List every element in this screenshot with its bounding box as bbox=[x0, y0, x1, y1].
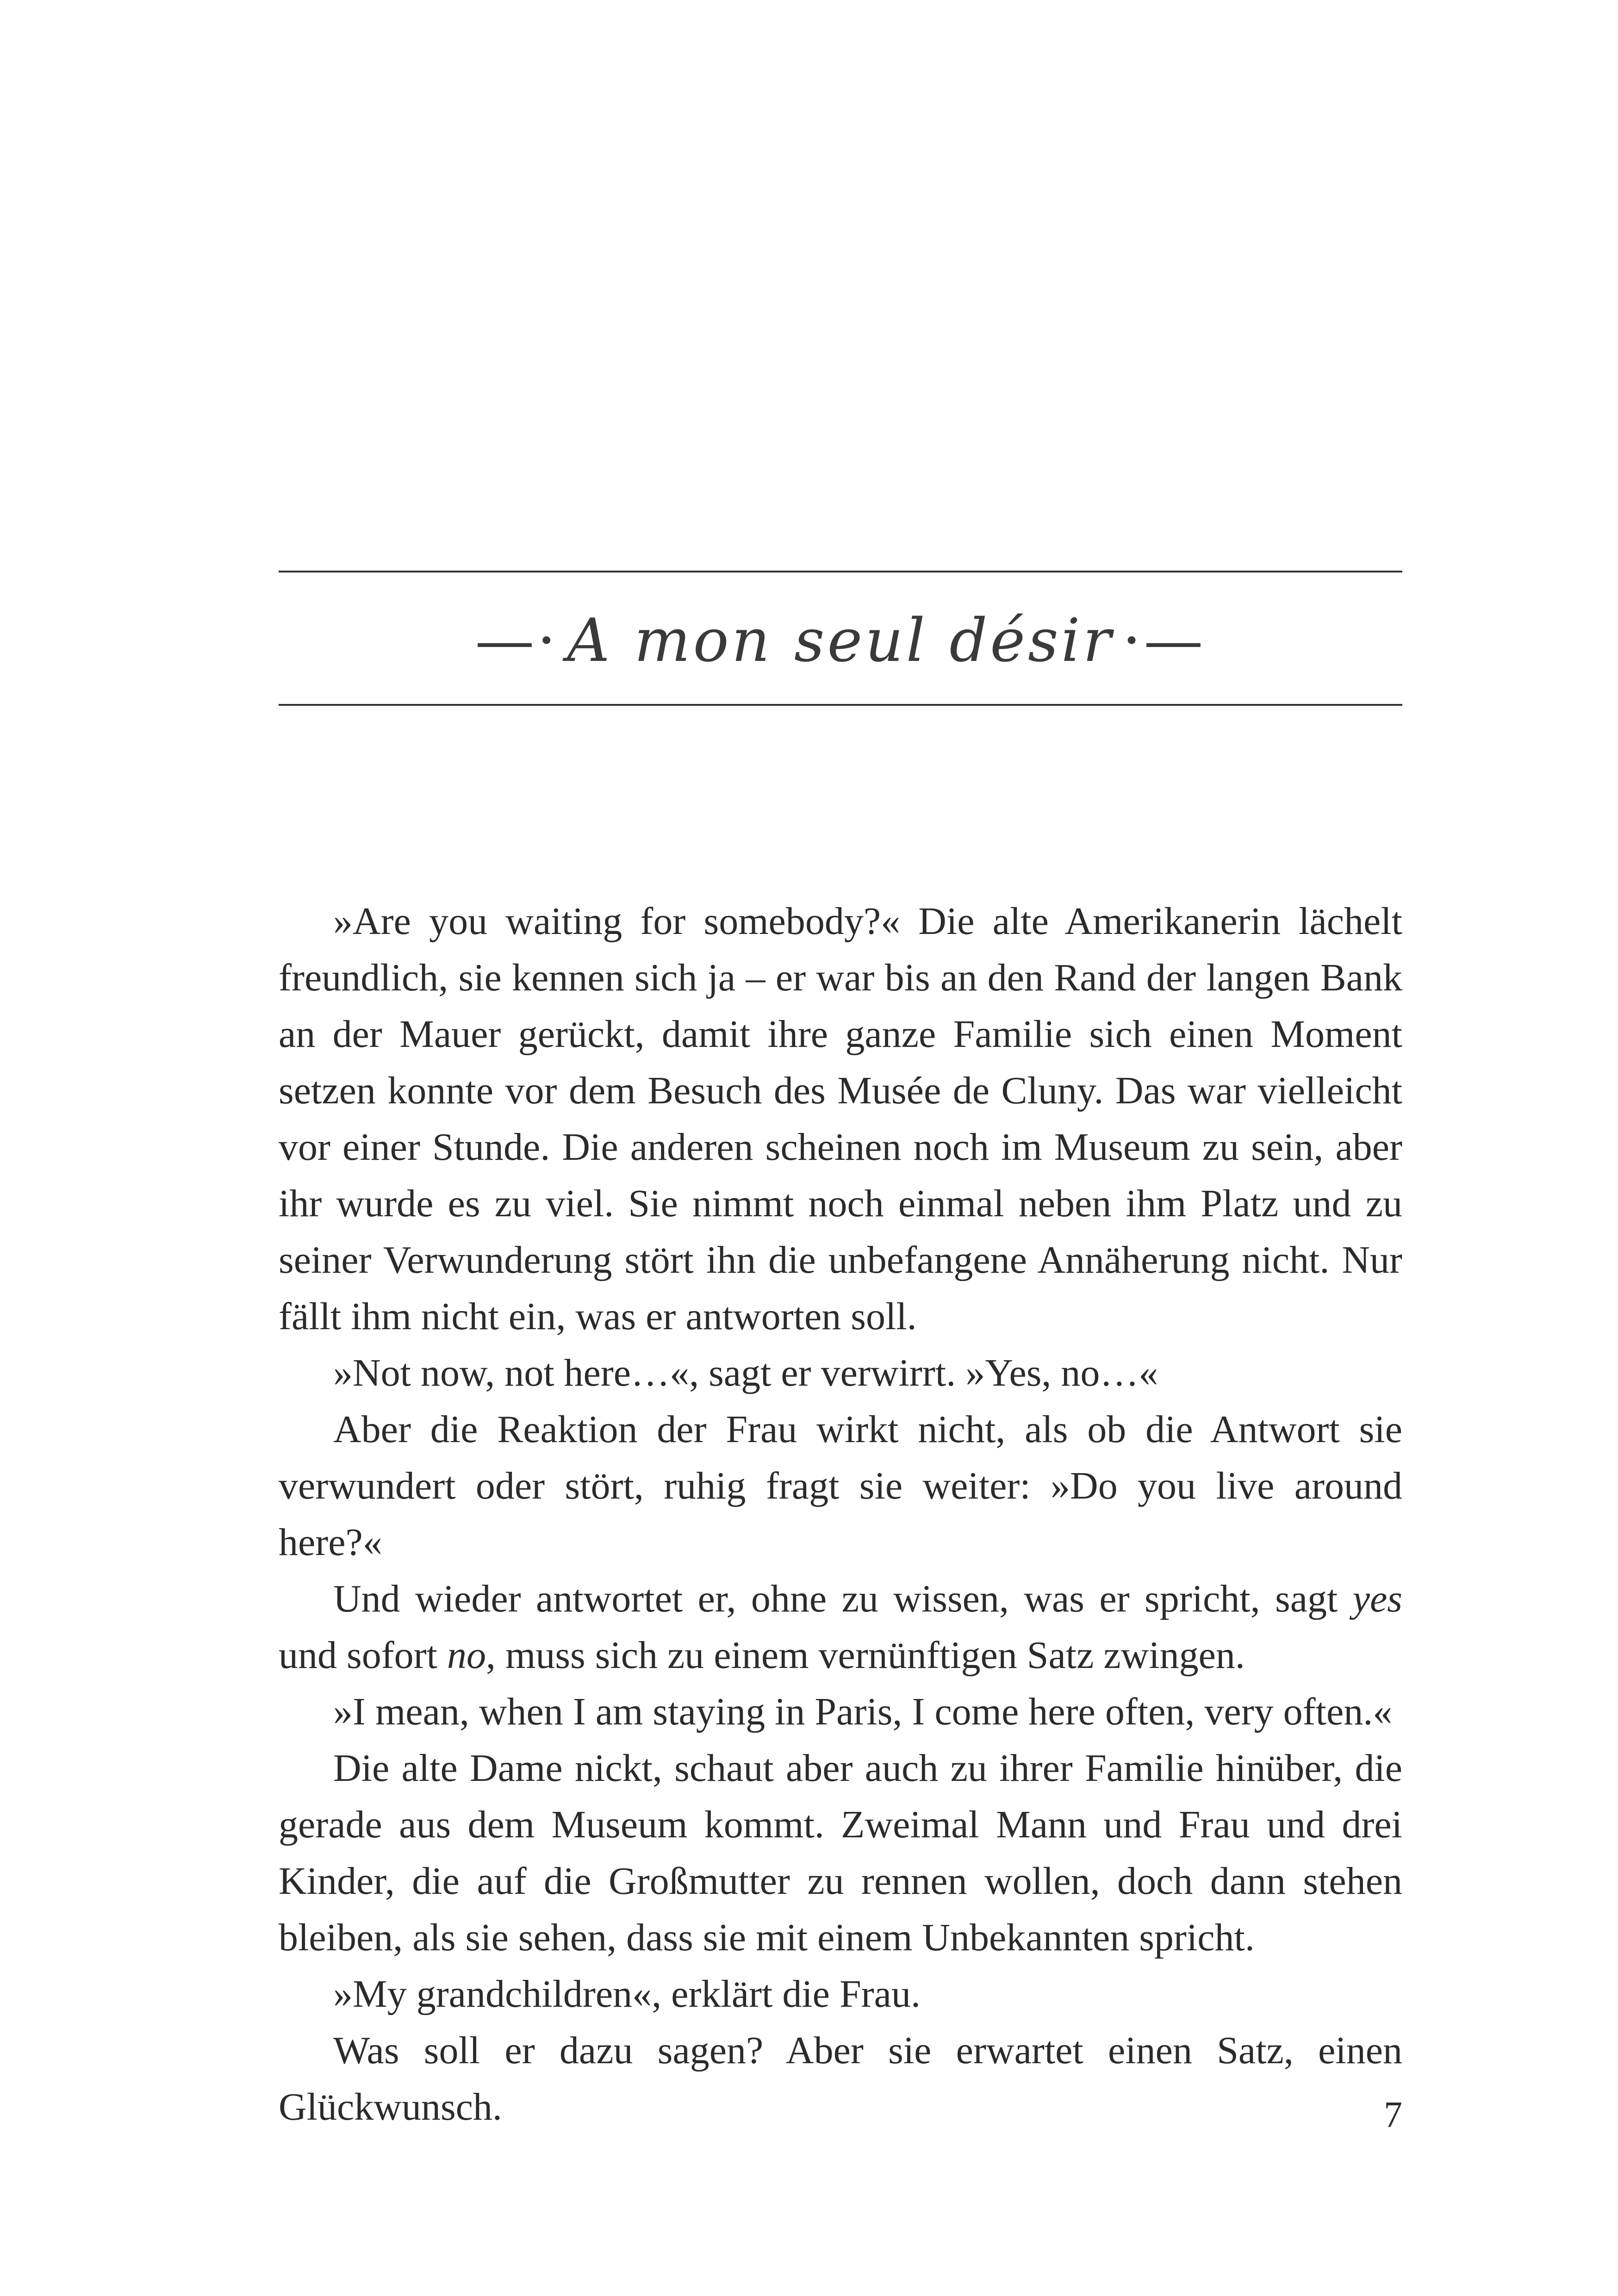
paragraph: »Are you waiting for somebody?« Die alte Amerikanerin lächelt freundlich, sie kennen sich ja – er war bis an den Rand der langen Bank an der Mauer gerückt, damit ihre ganze Familie sich einen Moment setzen konnte vor dem Besuch des Musée de Cluny. Das war vielleicht vor einer Stunde. Die anderen scheinen noch im Museum zu sein, aber ihr wurde es zu viel. Sie nimmt noch einmal neben ihm Platz und zu seiner Verwunderung stört ihn die unbefangene Annäherung nicht. Nur fällt ihm nicht ein, was er antworten soll. bbox=[279, 900, 1402, 1338]
page-number: 7 bbox=[1384, 2095, 1402, 2135]
body-text bbox=[279, 893, 1402, 2135]
text-segment: und sofort bbox=[279, 1634, 447, 1677]
paragraph: »Not now, not here…«, sagt er verwirrt. »Yes, no…« bbox=[333, 1351, 1158, 1394]
chapter-title-text: A mon seul désir bbox=[567, 606, 1114, 675]
paragraph: »I mean, when I am staying in Paris, I come here often, very often.« bbox=[333, 1690, 1393, 1733]
bottom-rule bbox=[279, 704, 1402, 706]
paragraph: Die alte Dame nickt, schaut aber auch zu ihrer Familie hinüber, die gerade aus dem Museum kommt. Zweimal Mann und Frau und drei Kinder, die auf die Großmutter zu rennen wollen, doch dann stehen bleiben, als sie sehen, dass sie mit einem Unbekannten spricht. bbox=[279, 1747, 1402, 1959]
top-rule bbox=[279, 571, 1402, 572]
italic-word: yes bbox=[1352, 1577, 1402, 1620]
title-ornament-right: ·— bbox=[1122, 606, 1206, 675]
italic-word: no bbox=[447, 1634, 486, 1677]
paragraph-with-italics bbox=[279, 1571, 1402, 1684]
paragraph: »My grandchildren«, erklärt die Frau. bbox=[333, 1972, 921, 2016]
text-segment: Und wieder antwortet er, ohne zu wissen, was er spricht, sagt bbox=[333, 1577, 1353, 1620]
chapter-title bbox=[279, 602, 1402, 680]
text-segment: , muss sich zu einem vernünftigen Satz zwingen. bbox=[485, 1634, 1245, 1677]
paragraph: Aber die Reaktion der Frau wirkt nicht, als ob die Antwort sie verwundert oder stört, ruhig fragt sie weiter: »Do you live around here?« bbox=[279, 1408, 1402, 1564]
title-ornament-left: —· bbox=[475, 606, 559, 675]
paragraph: Was soll er dazu sagen? Aber sie erwartet einen Satz, einen Glückwunsch. bbox=[279, 2029, 1402, 2128]
